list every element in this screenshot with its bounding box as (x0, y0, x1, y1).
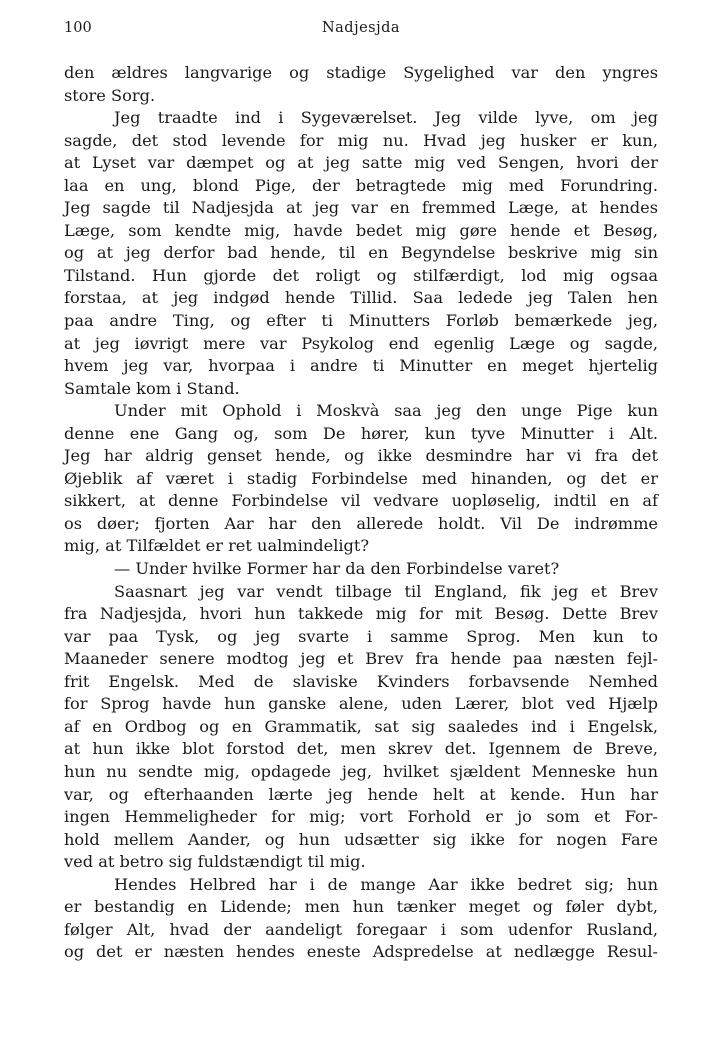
text-line: ingen Hemmeligheder for mig; vort Forhold er jo som et For- (64, 807, 658, 827)
running-title: Nadjesjda (321, 20, 401, 36)
text-line: Jeg har aldrig genset hende, og ikke desmindre har vi fra det (64, 446, 658, 466)
text-line: frit Engelsk. Med de slaviske Kvinders forbavsende Nemhed (64, 671, 658, 691)
text-line: hvem jeg var, hvorpaa i andre ti Minutter en meget hjertelig (64, 356, 658, 376)
text-line: hun nu sendte mig, opdagede jeg, hvilket sjældent Menneske hun (64, 761, 658, 781)
body-text (64, 62, 658, 964)
page-number: 100 (64, 20, 92, 36)
text-line: forstaa, at jeg indgød hende Tillid. Saa ledede jeg Talen hen (64, 288, 658, 308)
text-line: fra Nadjesjda, hvori hun takkede mig for mit Besøg. Dette Brev (64, 604, 658, 624)
text-line: Samtale kom i Stand. (64, 378, 240, 398)
text-line: Jeg traadte ind i Sygeværelset. Jeg vilde lyve, om jeg (114, 108, 658, 128)
text-line: paa andre Ting, og efter ti Minutters Forløb bemærkede jeg, (64, 311, 658, 331)
text-line: Saasnart jeg var vendt tilbage til England, fik jeg et Brev (114, 581, 658, 601)
text-line: sagde, det stod levende for mig nu. Hvad jeg husker er kun, (64, 130, 658, 150)
text-line: Hendes Helbred har i de mange Aar ikke bedret sig; hun (114, 874, 658, 894)
text-line: følger Alt, hvad der aandeligt foregaar i som udenfor Rusland, (64, 919, 658, 939)
text-line: Jeg sagde til Nadjesjda at jeg var en fremmed Læge, at hendes (64, 198, 658, 218)
text-line: at jeg iøvrigt mere var Psykolog end egenlig Læge og sagde, (64, 333, 658, 353)
text-line: os døer; fjorten Aar har den allerede holdt. Vil De indrømme (64, 513, 658, 533)
text-line: mig, at Tilfældet er ret ualmindeligt? (64, 536, 370, 556)
text-line: var, og efterhaanden lærte jeg hende helt at kende. Hun har (64, 784, 658, 804)
text-line: denne ene Gang og, som De hører, kun tyve Minutter i Alt. (64, 423, 658, 443)
text-line: ved at betro sig fuldstændigt til mig. (64, 852, 366, 872)
text-line: Øjeblik af været i stadig Forbindelse med hinanden, og det er (64, 468, 658, 488)
text-line: er bestandig en Lidende; men hun tænker meget og føler dybt, (64, 897, 658, 917)
text-line: og at jeg derfor bad hende, til en Begyndelse beskrive mig sin (64, 243, 658, 263)
text-line: Maaneder senere modtog jeg et Brev fra hende paa næsten fejl- (64, 649, 658, 669)
text-line: hold mellem Aander, og hun udsætter sig ikke for nogen Fare (64, 829, 658, 849)
text-line: sikkert, at denne Forbindelse vil vedvare uopløselig, indtil en af (64, 491, 658, 511)
text-line: at Lyset var dæmpet og at jeg satte mig ved Sengen, hvori der (64, 153, 658, 173)
text-line: Tilstand. Hun gjorde det roligt og stilfærdigt, lod mig ogsaa (64, 265, 658, 285)
text-line: Under mit Ophold i Moskvà saa jeg den unge Pige kun (114, 401, 658, 421)
running-head (64, 20, 658, 46)
text-line: for Sprog havde hun ganske alene, uden Lærer, blot ved Hjælp (64, 694, 658, 714)
text-line: Læge, som kendte mig, havde bedet mig gøre hende et Besøg, (64, 220, 658, 240)
text-line: — Under hvilke Former har da den Forbindelse varet? (114, 559, 560, 579)
text-line: at hun ikke blot forstod det, men skrev det. Igennem de Breve, (64, 739, 658, 759)
text-line: store Sorg. (64, 85, 156, 105)
text-line: og det er næsten hendes eneste Adspredelse at nedlægge Resul- (64, 942, 658, 962)
book-page (64, 20, 658, 964)
text-line: den ældres langvarige og stadige Sygelighed var den yngres (64, 63, 658, 82)
text-line: var paa Tysk, og jeg svarte i samme Sprog. Men kun to (64, 626, 658, 646)
text-line: af en Ordbog og en Grammatik, sat sig saaledes ind i Engelsk, (64, 716, 658, 736)
text-line: laa en ung, blond Pige, der betragtede mig med Forundring. (64, 175, 658, 195)
